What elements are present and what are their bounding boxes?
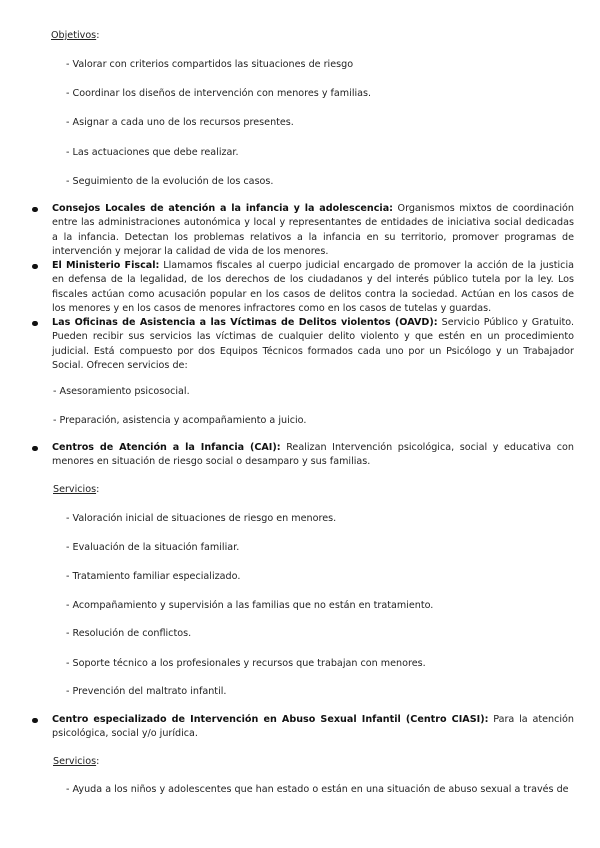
bullet-oavd	[52, 316, 574, 373]
cai-servicios-heading: Servicios:	[53, 484, 100, 495]
cai-service-item: - Acompañamiento y supervisión a las familias que no están en tratamiento.	[66, 600, 434, 611]
ciasi-servicios-heading-colon: :	[96, 756, 100, 767]
objetivos-heading: Objetivos:	[51, 30, 100, 41]
bullet-text: Realizan Intervención psicológica, social y educativa con menores en situación de riesgo social o desamparo y sus familias.	[52, 442, 575, 468]
bullet-dot-icon	[32, 264, 38, 270]
objetivos-item: - Seguimiento de la evolución de los casos.	[66, 176, 274, 187]
ciasi-servicios-heading: Servicios:	[53, 756, 100, 767]
bullet-cai	[52, 441, 574, 470]
bullet-dot-icon	[32, 446, 38, 452]
objetivos-item: - Coordinar los diseños de intervención con menores y familias.	[66, 88, 372, 99]
bullet-ministerio-fiscal	[52, 259, 574, 316]
bullet-text: Para la atención psicológica, social y/o jurídica.	[52, 714, 575, 740]
cai-servicios-heading-colon: :	[96, 484, 100, 495]
bullet-ciasi	[52, 713, 574, 742]
oavd-service-item: - Preparación, asistencia y acompañamiento a juicio.	[53, 415, 307, 426]
objetivos-item: - Valorar con criterios compartidos las situaciones de riesgo	[66, 59, 354, 70]
cai-service-item: - Tratamiento familiar especializado.	[66, 571, 241, 582]
bullet-dot-icon	[32, 718, 38, 724]
objetivos-item: - Las actuaciones que debe realizar.	[66, 147, 239, 158]
objetivos-item: - Asignar a cada uno de los recursos presentes.	[66, 117, 294, 128]
bullet-text: Organismos mixtos de coordinación entre las administraciones autonómica y local y representantes de entidades de iniciativa social dedicadas a la infancia. Detectan los problemas relativos a la infancia en su territorio, promover programas de intervención y mejorar la calidad de vida de los menores.	[52, 203, 574, 257]
bullet-title: Las Oficinas de Asistencia a las Víctimas de Delitos violentos (OAVD):	[52, 317, 438, 328]
bullet-text: Llamamos fiscales al cuerpo judicial encargado de promover la acción de la justicia en defensa de la legalidad, de los derechos de los ciudadanos y del interés público tutela por la ley. Los fiscales actúan como acusación popular en los casos de delitos contra la sociedad. Actúan en los casos de los menores y en los casos de menores infractores como en los casos de tutelas y guardas.	[52, 260, 574, 314]
bullet-dot-icon	[32, 207, 38, 213]
ciasi-service-item: - Ayuda a los niños y adolescentes que han estado o están en una situación de abuso sexual a través de	[66, 784, 569, 795]
cai-service-item: - Soporte técnico a los profesionales y recursos que trabajan con menores.	[66, 658, 426, 669]
bullet-text: Servicio Público y Gratuito. Pueden recibir sus servicios las víctimas de cualquier delito violento y que estén en un procedimiento judicial. Está compuesto por dos Equipos Técnicos formados cada uno por un Psicólogo y un Trabajador Social. Ofrecen servicios de:	[52, 317, 574, 371]
objetivos-heading-colon: :	[96, 30, 100, 41]
cai-service-item: - Prevención del maltrato infantil.	[66, 686, 227, 697]
oavd-service-item: - Asesoramiento psicosocial.	[53, 386, 190, 397]
bullet-title: Centros de Atención a la Infancia (CAI):	[52, 442, 281, 453]
bullet-title: Consejos Locales de atención a la infancia y la adolescencia:	[52, 203, 394, 214]
bullet-title: Centro especializado de Intervención en Abuso Sexual Infantil (Centro CIASI):	[52, 714, 489, 725]
bullet-consejos-locales	[52, 202, 574, 259]
cai-service-item: - Valoración inicial de situaciones de riesgo en menores.	[66, 513, 337, 524]
bullet-dot-icon	[32, 321, 38, 327]
cai-service-item: - Resolución de conflictos.	[66, 628, 192, 639]
bullet-title: El Ministerio Fiscal:	[52, 260, 160, 271]
cai-service-item: - Evaluación de la situación familiar.	[66, 542, 240, 553]
